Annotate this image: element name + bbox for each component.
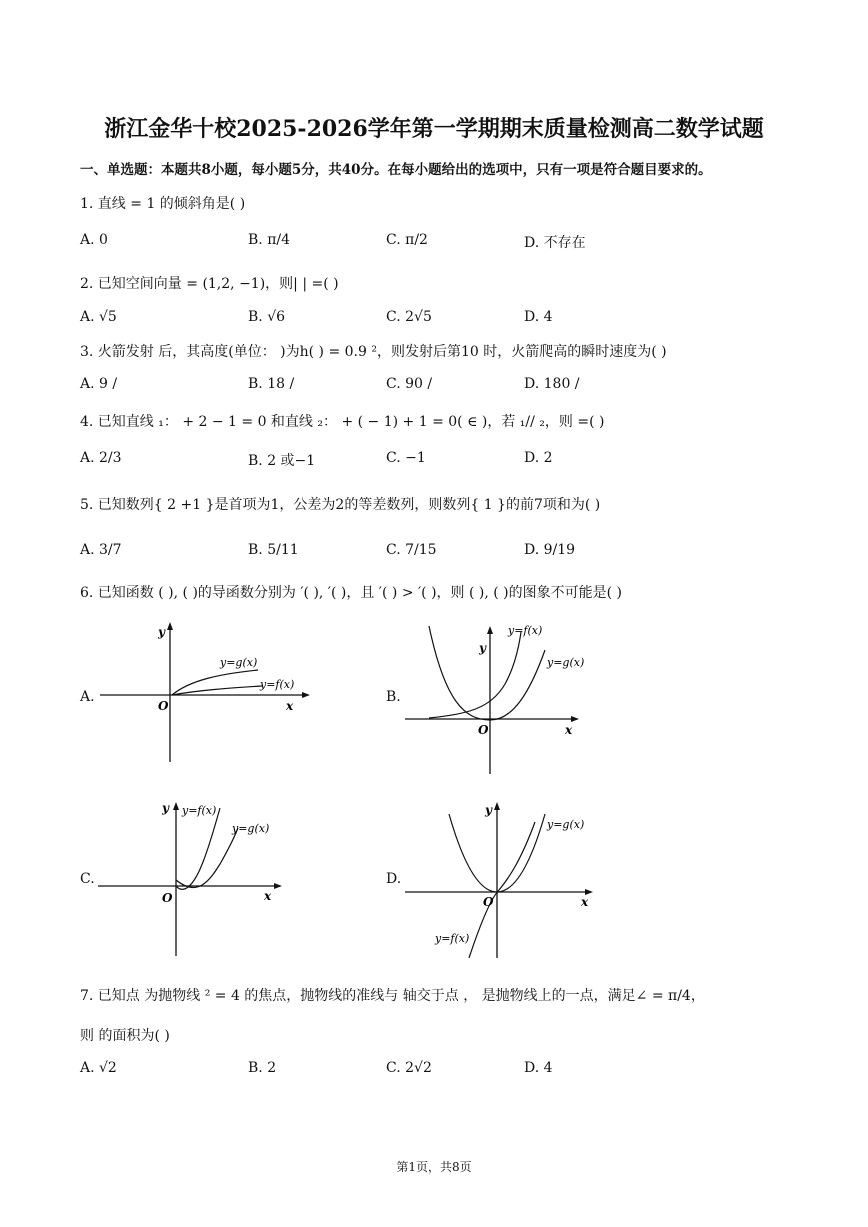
label-x: x	[286, 699, 294, 713]
q1-option-d: D. 不存在	[524, 235, 586, 251]
question-4-stem: 4. 已知直线 ₁： + 2 − 1 = 0 和直线 ₂： + ( − 1) + 1 = 0( ∈ )，若 ₁// ₂，则 =( )	[80, 414, 605, 430]
q5-option-d: D. 9/19	[524, 542, 576, 558]
page-title: 浙江金华十校2025-2026学年第一学期期末质量检测高二数学试题	[104, 116, 764, 142]
label-y: y	[158, 625, 165, 639]
q2-option-b: B. √6	[248, 309, 286, 325]
label-y: y	[479, 641, 486, 655]
q3-option-d: D. 180 /	[524, 376, 580, 392]
page-footer: 第1页，共8页	[396, 1160, 472, 1174]
label-y: y	[485, 803, 492, 817]
section-heading: 一、单选题：本题共8小题，每小题5分，共40分。在每小题给出的选项中，只有一项是符合题目要求的。	[80, 162, 712, 178]
q6-option-b: B.	[386, 689, 401, 705]
label-y: y	[162, 801, 169, 815]
label-x: x	[264, 889, 272, 903]
graph-c	[98, 800, 283, 958]
q1-option-b: B. π/4	[248, 232, 291, 248]
curve-g	[176, 828, 238, 888]
label-g: y=g(x)	[547, 818, 585, 831]
question-1-stem: 1. 直线 = 1 的倾斜角是( )	[80, 196, 246, 212]
q7-option-c: C. 2√2	[386, 1060, 432, 1076]
question-3-stem: 3. 火箭发射 后，其高度(单位： )为h( ) = 0.9 ²，则发射后第10 时，火箭爬高的瞬时速度为( )	[80, 344, 667, 360]
graph-b	[405, 622, 585, 777]
label-origin: O	[158, 699, 169, 713]
question-2-stem: 2. 已知空间向量 = (1,2, −1)，则| | =( )	[80, 276, 339, 292]
q2-option-d: D. 4	[524, 309, 553, 325]
label-origin: O	[478, 723, 489, 737]
curve-f	[469, 822, 535, 958]
q4-option-d: D. 2	[524, 450, 553, 466]
q6-option-c: C.	[80, 871, 95, 887]
label-x: x	[565, 723, 573, 737]
label-g: y=g(x)	[547, 656, 585, 669]
q1-option-c: C. π/2	[386, 232, 428, 248]
q7-option-d: D. 4	[524, 1060, 553, 1076]
q2-option-c: C. 2√5	[386, 309, 432, 325]
graph-d	[405, 800, 600, 960]
label-g: y=g(x)	[220, 656, 258, 669]
q4-option-b: B. 2 或−1	[248, 453, 316, 469]
q4-option-a: A. 2/3	[80, 450, 122, 466]
question-7-stem-continued: 则 的面积为( )	[80, 1028, 170, 1044]
q3-option-c: C. 90 /	[386, 376, 433, 392]
question-6-stem: 6. 已知函数 ( ), ( )的导函数分别为 ′( ), ′( )，且 ′( ) > ′( )，则 ( ), ( )的图象不可能是( )	[80, 585, 623, 601]
q6-option-d: D.	[386, 871, 402, 887]
label-x: x	[581, 895, 589, 909]
label-origin: O	[483, 895, 494, 909]
curve-f	[172, 686, 262, 695]
curve-g	[429, 626, 545, 720]
label-g: y=g(x)	[232, 822, 270, 835]
q4-option-c: C. −1	[386, 450, 426, 466]
q2-option-a: A. √5	[80, 309, 117, 325]
question-7-stem: 7. 已知点 为抛物线 ² = 4 的焦点，抛物线的准线与 轴交于点 ， 是抛物线上的一点，满足∠ = π/4，	[80, 988, 705, 1004]
curve-g	[172, 670, 258, 695]
graph-a	[100, 622, 310, 767]
q7-option-b: B. 2	[248, 1060, 277, 1076]
curve-f	[176, 808, 220, 889]
label-f: y=f(x)	[435, 932, 470, 945]
question-5-stem: 5. 已知数列{ 2 +1 }是首项为1，公差为2的等差数列，则数列{ 1 }的前7项和为( )	[80, 497, 601, 513]
q6-option-a: A.	[80, 689, 95, 705]
q3-option-b: B. 18 /	[248, 376, 295, 392]
label-f: y=f(x)	[508, 624, 543, 637]
q3-option-a: A. 9 /	[80, 376, 118, 392]
q5-option-b: B. 5/11	[248, 542, 299, 558]
q1-option-a: A. 0	[80, 232, 108, 248]
q7-option-a: A. √2	[80, 1060, 117, 1076]
q5-option-c: C. 7/15	[386, 542, 437, 558]
q5-option-a: A. 3/7	[80, 542, 122, 558]
label-f: y=f(x)	[182, 804, 217, 817]
label-f: y=f(x)	[260, 678, 295, 691]
label-origin: O	[162, 891, 173, 905]
